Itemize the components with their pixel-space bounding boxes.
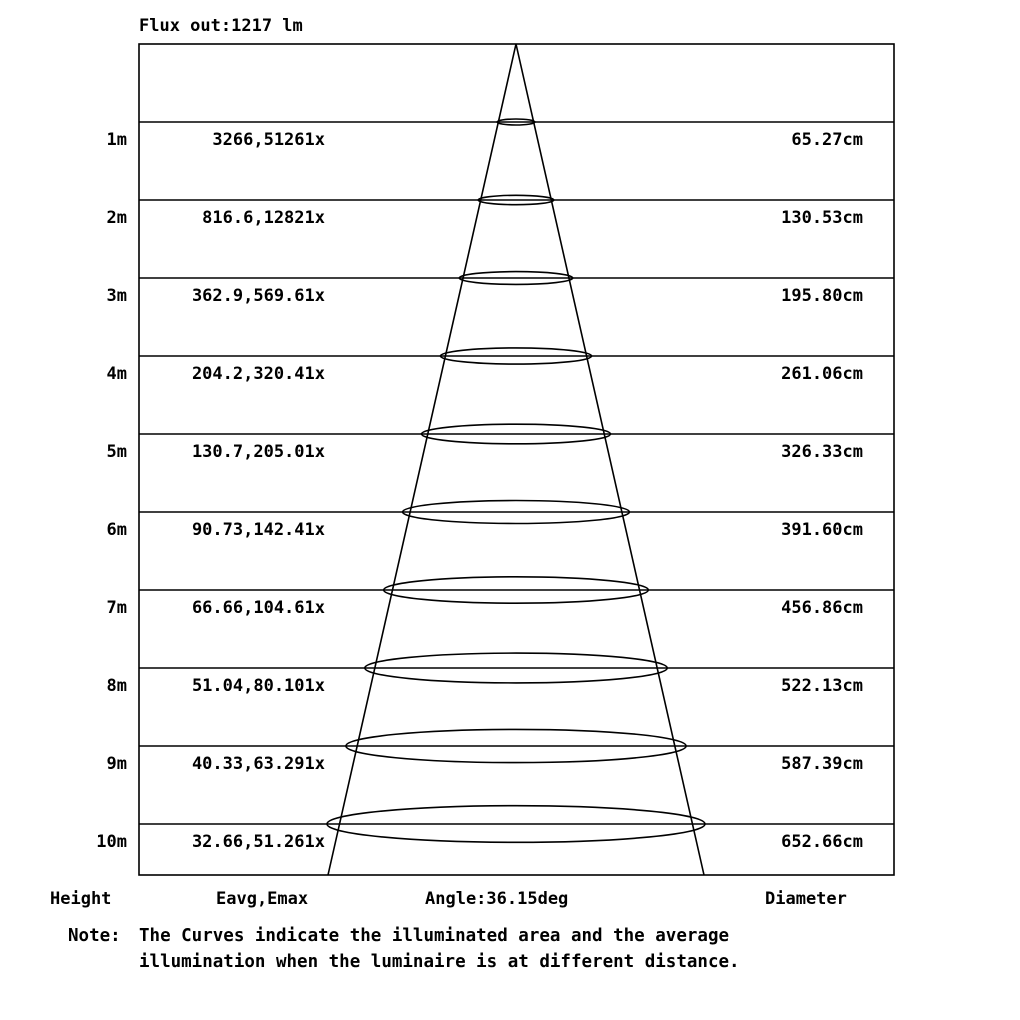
row-illuminance-value: 204.2,320.41x (191, 364, 325, 384)
footer-angle-label: Angle:36.15deg (425, 889, 569, 909)
cone-right-edge (516, 44, 704, 875)
beam-ellipses (327, 119, 705, 842)
note-prefix: Note: (68, 926, 121, 946)
cone-left-edge (328, 44, 516, 875)
note-line-1: The Curves indicate the illuminated area and the average (139, 926, 730, 946)
row-diameter-value: 652.66cm (781, 832, 863, 852)
row-height-label: 9m (106, 754, 127, 774)
row-height-label: 1m (106, 130, 127, 150)
row-height-label: 10m (96, 832, 127, 852)
row-diameter-value: 522.13cm (781, 676, 863, 696)
row-height-label: 3m (106, 286, 127, 306)
row-illuminance-value: 51.04,80.101x (191, 676, 325, 696)
row-illuminance-value: 66.66,104.61x (191, 598, 325, 618)
row-height-label: 4m (106, 364, 127, 384)
row-illuminance-value: 130.7,205.01x (191, 442, 325, 462)
row-labels (96, 130, 863, 852)
row-diameter-value: 391.60cm (781, 520, 863, 540)
row-illuminance-value: 816.6,12821x (202, 208, 325, 228)
note-line-2: illumination when the luminaire is at different distance. (139, 952, 740, 972)
row-height-label: 5m (106, 442, 127, 462)
footer-diameter-label: Diameter (765, 889, 847, 909)
row-height-label: 6m (106, 520, 127, 540)
row-diameter-value: 587.39cm (781, 754, 863, 774)
footer-height-label: Height (50, 889, 112, 909)
light-cone (328, 44, 704, 875)
row-height-label: 2m (106, 208, 127, 228)
row-illuminance-value: 90.73,142.41x (191, 520, 325, 540)
row-illuminance-value: 32.66,51.261x (191, 832, 325, 852)
row-illuminance-value: 40.33,63.291x (191, 754, 325, 774)
row-diameter-value: 195.80cm (781, 286, 863, 306)
row-diameter-value: 130.53cm (781, 208, 863, 228)
row-diameter-value: 65.27cm (791, 130, 863, 150)
row-height-label: 7m (106, 598, 127, 618)
row-diameter-value: 456.86cm (781, 598, 863, 618)
flux-out-label: Flux out:1217 lm (139, 16, 303, 36)
row-diameter-value: 326.33cm (781, 442, 863, 462)
footer-illuminance-label: Eavg,Emax (216, 889, 309, 909)
row-illuminance-value: 362.9,569.61x (191, 286, 325, 306)
row-height-label: 8m (106, 676, 127, 696)
row-illuminance-value: 3266,51261x (212, 130, 325, 150)
row-diameter-value: 261.06cm (781, 364, 863, 384)
